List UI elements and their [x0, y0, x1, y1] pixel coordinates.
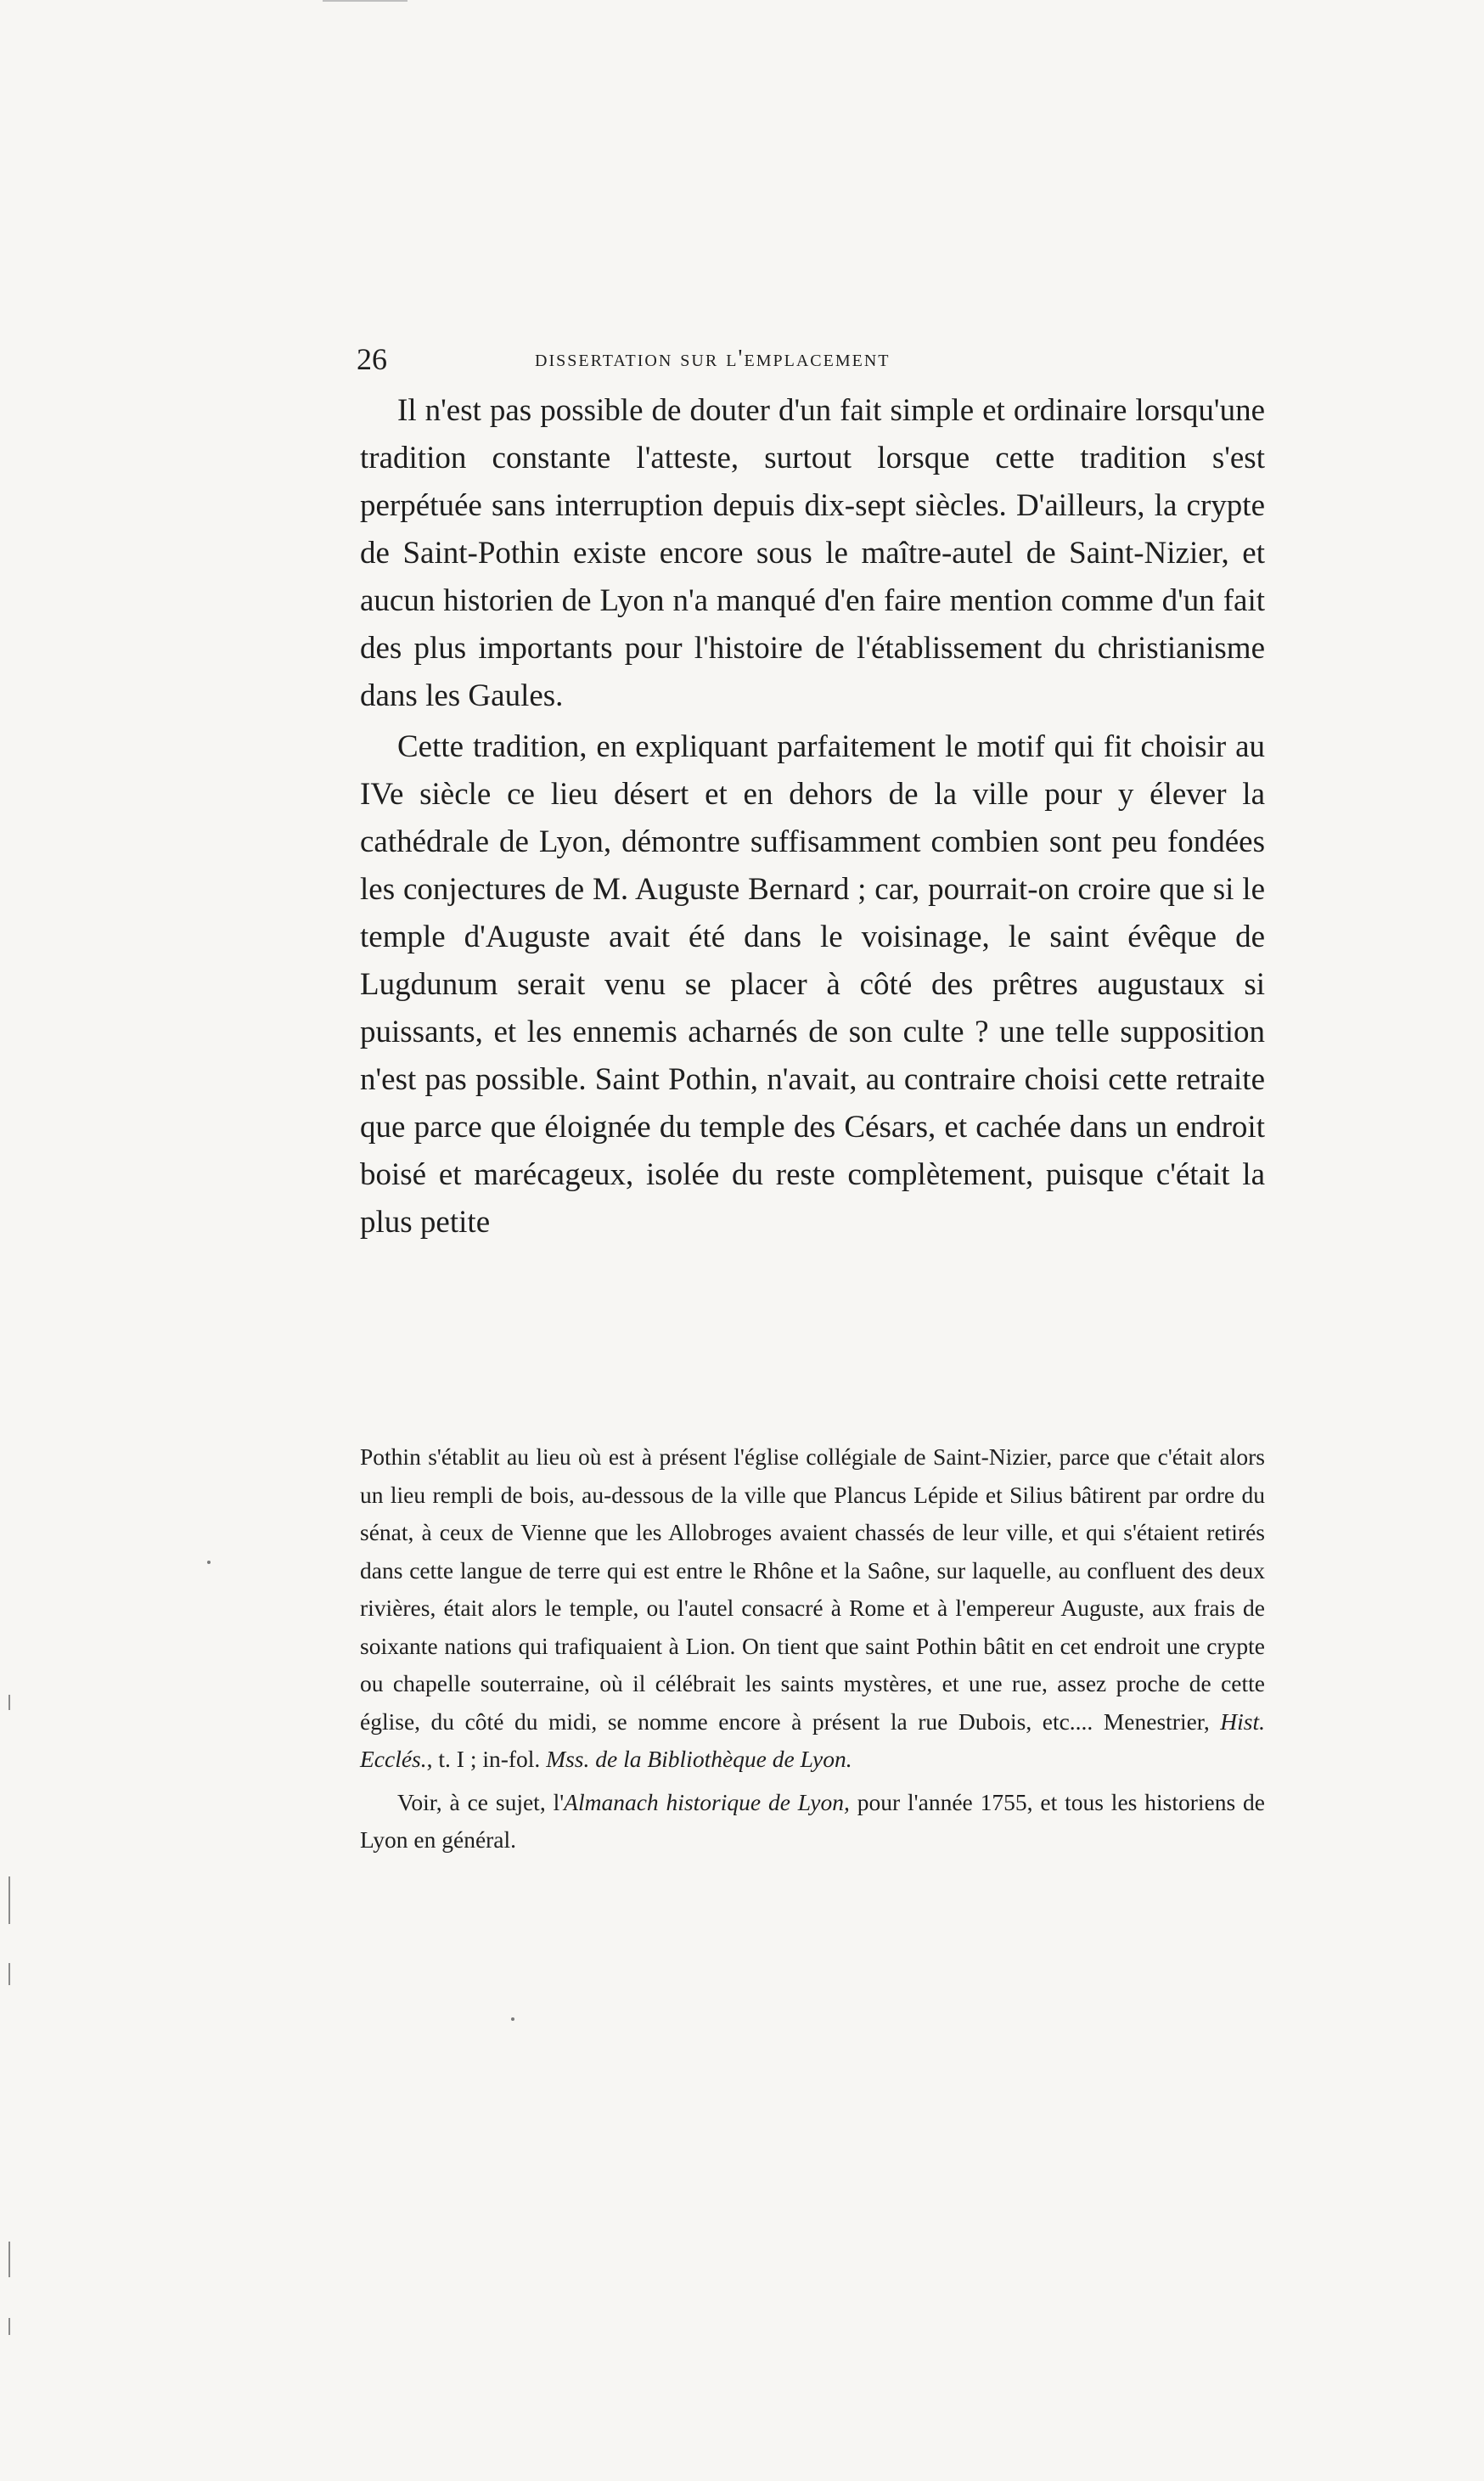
- page-header: [357, 338, 1112, 380]
- citation-title: Almanach historique de Lyon,: [564, 1788, 850, 1815]
- footnote: [360, 1784, 1265, 1859]
- footnote-text: pour l'année 1755, et tous les historiens de Lyon en général.: [360, 1788, 1265, 1853]
- footnote: [360, 1438, 1265, 1779]
- scan-margin-mark: [8, 2242, 10, 2277]
- scan-margin-mark: [8, 1963, 10, 1985]
- scan-margin-mark: [8, 2318, 10, 2335]
- running-title: dissertation sur l'emplacement: [535, 346, 891, 372]
- scan-edge-mark: [323, 0, 408, 2]
- footnote-text: Voir, à ce sujet, l': [397, 1788, 565, 1815]
- paragraph: Cette tradition, en expliquant parfaitement le motif qui fit choisir au IVe siècle ce lieu désert et en dehors de la ville pour y élever la cathédrale de Lyon, démontre suffisamment combien sont peu fondées les conjectures de M. Auguste Bernard ; car, pourrait-on croire que si le temple d'Auguste avait été dans le voisinage, le saint évêque de Lugdunum serait venu se placer à côté des prêtres augustaux si puissants, et les ennemis acharnés de son culte ? une telle supposition n'est pas possible. Saint Pothin, n'avait, au contraire choisi cette retraite que parce que éloignée du temple des Césars, et cachée dans un endroit boisé et marécageux, isolée du reste complètement, puisque c'était la plus petite: [360, 729, 1265, 1240]
- citation-source: Mss. de la Bibliothèque de Lyon.: [546, 1746, 852, 1772]
- paragraph: Il n'est pas possible de douter d'un fait simple et ordinaire lorsqu'une tradition constante l'atteste, surtout lorsque cette tradition s'est perpétuée sans interruption depuis dix-sept siècles. D'ailleurs, la crypte de Saint-Pothin existe encore sous le maître-autel de Saint-Nizier, et aucun historien de Lyon n'a manqué d'en faire mention comme d'un fait des plus importants pour l'histoire de l'établissement du christianisme dans les Gaules.: [360, 393, 1265, 713]
- citation-detail: , t. I ; in-fol.: [426, 1746, 541, 1772]
- main-text: [360, 387, 1265, 1246]
- footnote-text: Pothin s'établit au lieu où est à présent l'église collégiale de Saint-Nizier, parce que c'était alors un lieu rempli de bois, au-dessous de la ville que Plancus Lépide et Silius bâtirent par ordre du sénat, à ceux de Vienne que les Allobroges avaient chassés de leur ville, et qui s'étaient retirés dans cette langue de terre qui est entre le Rhône et la Saône, sur laquelle, au confluent des deux rivières, était alors le temple, ou l'autel consacré à Rome et à l'empereur Auguste, aux frais de soixante nations qui trafiquaient à Lion. On tient que saint Pothin bâtit en cet endroit une crypte ou chapelle souterraine, où il célébrait les saints mystères, et une rue, assez proche de cette église, du côté du midi, se nomme encore à présent la rue Dubois, etc.... Menestrier,: [360, 1443, 1265, 1735]
- scan-margin-mark: [8, 1876, 10, 1924]
- citation-title: Hist. Ecclés.: [360, 1707, 1265, 1772]
- page-number: 26: [357, 342, 387, 376]
- scan-margin-mark: [8, 1695, 10, 1710]
- footnotes: [360, 1438, 1265, 1859]
- scan-speck: [207, 1561, 211, 1564]
- scan-speck: [511, 2017, 514, 2021]
